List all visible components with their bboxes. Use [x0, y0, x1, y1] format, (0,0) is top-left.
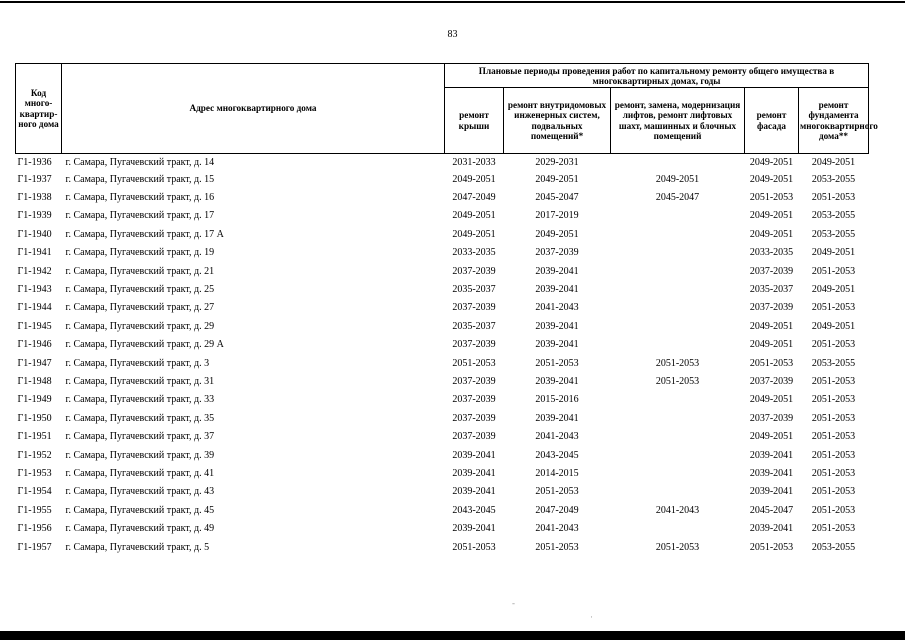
table-row	[16, 262, 869, 280]
cell-lifts	[611, 483, 745, 501]
cell-facade: 2037-2039	[749, 265, 794, 277]
cell-code: Г1-1938	[17, 192, 52, 204]
cell-lifts: 2049-2051	[655, 173, 700, 185]
cell-lifts	[611, 464, 745, 482]
cell-facade: 2045-2047	[749, 504, 794, 516]
cell-roof: 2049-2051	[452, 228, 496, 240]
cell-code: Г1-1936	[17, 156, 52, 168]
cell-foundation: 2051-2053	[811, 523, 856, 535]
cell-facade: 2051-2053	[749, 541, 794, 553]
cell-address: г. Самара, Пугачевский тракт, д. 21	[65, 265, 215, 277]
table-row	[16, 317, 869, 335]
table-row	[16, 154, 869, 171]
cell-systems: 2017-2019	[535, 210, 579, 222]
cell-lifts	[611, 391, 745, 409]
table-row	[16, 170, 869, 188]
cell-roof: 2043-2045	[452, 504, 496, 516]
cell-lifts	[611, 427, 745, 445]
cell-address: г. Самара, Пугачевский тракт, д. 17	[65, 210, 215, 222]
cell-foundation: 2053-2055	[811, 228, 856, 240]
cell-address: г. Самара, Пугачевский тракт, д. 3	[65, 357, 210, 369]
cell-facade: 2037-2039	[749, 412, 794, 424]
table-row	[16, 519, 869, 537]
cell-foundation: 2049-2051	[811, 247, 856, 259]
cell-code: Г1-1947	[17, 357, 52, 369]
table-row	[16, 446, 869, 464]
header-roof: ремонт крыши	[445, 88, 504, 154]
cell-roof: 2049-2051	[452, 173, 496, 185]
table-row	[16, 188, 869, 206]
cell-lifts: 2051-2053	[655, 541, 700, 553]
cell-facade: 2039-2041	[749, 523, 794, 535]
cell-systems: 2045-2047	[535, 192, 579, 204]
cell-lifts	[611, 154, 745, 171]
cell-systems: 2051-2053	[535, 357, 579, 369]
cell-foundation: 2049-2051	[811, 156, 856, 168]
cell-systems: 2039-2041	[535, 320, 579, 332]
cell-facade: 2049-2051	[749, 173, 794, 185]
cell-facade: 2049-2051	[749, 228, 794, 240]
cell-address: г. Самара, Пугачевский тракт, д. 33	[65, 394, 215, 406]
cell-address: г. Самара, Пугачевский тракт, д. 37	[65, 431, 215, 443]
table-row	[16, 207, 869, 225]
cell-code: Г1-1940	[17, 228, 52, 240]
cell-systems: 2014-2015	[535, 467, 579, 479]
table-row	[16, 391, 869, 409]
cell-roof: 2037-2039	[452, 375, 496, 387]
cell-foundation: 2051-2053	[811, 302, 856, 314]
cell-roof: 2033-2035	[452, 247, 496, 259]
table-row	[16, 427, 869, 445]
cell-address: г. Самара, Пугачевский тракт, д. 39	[65, 449, 215, 461]
cell-foundation: 2051-2053	[811, 431, 856, 443]
table-body	[16, 154, 869, 557]
cell-code: Г1-1955	[17, 504, 52, 516]
table-row	[16, 299, 869, 317]
cell-code: Г1-1952	[17, 449, 52, 461]
cell-address: г. Самара, Пугачевский тракт, д. 29 А	[65, 339, 224, 351]
cell-address: г. Самара, Пугачевский тракт, д. 35	[65, 412, 215, 424]
header-facade: ремонт фасада	[745, 88, 799, 154]
cell-lifts	[611, 446, 745, 464]
scan-artifact: ·	[590, 612, 593, 622]
cell-roof: 2037-2039	[452, 339, 496, 351]
cell-code: Г1-1941	[17, 247, 52, 259]
cell-lifts: 2045-2047	[655, 192, 700, 204]
cell-address: г. Самара, Пугачевский тракт, д. 27	[65, 302, 215, 314]
cell-address: г. Самара, Пугачевский тракт, д. 19	[65, 247, 215, 259]
cell-foundation: 2051-2053	[811, 449, 856, 461]
table-row	[16, 354, 869, 372]
cell-address: г. Самара, Пугачевский тракт, д. 43	[65, 486, 215, 498]
cell-systems: 2043-2045	[535, 449, 579, 461]
cell-code: Г1-1949	[17, 394, 52, 406]
cell-roof: 2049-2051	[452, 210, 496, 222]
cell-foundation: 2051-2053	[811, 339, 856, 351]
cell-lifts	[611, 336, 745, 354]
cell-systems: 2049-2051	[535, 173, 579, 185]
scan-artifact: ‐	[512, 598, 515, 608]
cell-roof: 2039-2041	[452, 486, 496, 498]
cell-lifts	[611, 317, 745, 335]
cell-address: г. Самара, Пугачевский тракт, д. 15	[65, 173, 215, 185]
cell-lifts: 2051-2053	[655, 375, 700, 387]
table-row	[16, 409, 869, 427]
cell-systems: 2051-2053	[535, 541, 579, 553]
cell-code: Г1-1945	[17, 320, 52, 332]
cell-foundation: 2053-2055	[811, 173, 856, 185]
cell-foundation: 2053-2055	[811, 541, 856, 553]
cell-code: Г1-1953	[17, 467, 52, 479]
cell-systems: 2029-2031	[535, 156, 579, 168]
cell-roof: 2039-2041	[452, 523, 496, 535]
cell-foundation: 2051-2053	[811, 192, 856, 204]
table-row	[16, 483, 869, 501]
cell-code: Г1-1954	[17, 486, 52, 498]
cell-roof: 2037-2039	[452, 302, 496, 314]
cell-foundation: 2051-2053	[811, 412, 856, 424]
table-row	[16, 501, 869, 519]
cell-code: Г1-1951	[17, 431, 52, 443]
cell-code: Г1-1950	[17, 412, 52, 424]
cell-systems: 2039-2041	[535, 284, 579, 296]
cell-address: г. Самара, Пугачевский тракт, д. 49	[65, 523, 215, 535]
cell-code: Г1-1944	[17, 302, 52, 314]
table-row	[16, 372, 869, 390]
cell-code: Г1-1946	[17, 339, 52, 351]
top-border-line	[0, 1, 905, 3]
header-systems: ремонт внутридомовых инженерных систем, подвальных помещений*	[504, 88, 611, 154]
cell-systems: 2039-2041	[535, 375, 579, 387]
cell-systems: 2041-2043	[535, 523, 579, 535]
cell-lifts	[611, 409, 745, 427]
cell-facade: 2035-2037	[749, 284, 794, 296]
cell-facade: 2049-2051	[749, 339, 794, 351]
cell-lifts	[611, 244, 745, 262]
table-row	[16, 464, 869, 482]
capital-repair-table	[15, 63, 878, 556]
cell-code: Г1-1948	[17, 375, 52, 387]
cell-lifts: 2051-2053	[655, 357, 700, 369]
cell-facade: 2039-2041	[749, 467, 794, 479]
cell-facade: 2037-2039	[749, 375, 794, 387]
cell-lifts	[611, 519, 745, 537]
cell-roof: 2037-2039	[452, 265, 496, 277]
cell-code: Г1-1937	[17, 173, 52, 185]
header-planned-periods: Плановые периоды проведения работ по капитальному ремонту общего имущества в многоквартирных домах, годы	[445, 64, 869, 88]
cell-facade: 2049-2051	[749, 320, 794, 332]
header-lifts: ремонт, замена, модернизация лифтов, ремонт лифтовых шахт, машинных и блочных помещений	[611, 88, 745, 154]
cell-facade: 2051-2053	[749, 192, 794, 204]
cell-roof: 2039-2041	[452, 467, 496, 479]
cell-address: г. Самара, Пугачевский тракт, д. 41	[65, 467, 215, 479]
cell-address: г. Самара, Пугачевский тракт, д. 16	[65, 192, 215, 204]
cell-facade: 2033-2035	[749, 247, 794, 259]
cell-systems: 2041-2043	[535, 302, 579, 314]
cell-facade: 2049-2051	[749, 394, 794, 406]
cell-facade: 2049-2051	[749, 210, 794, 222]
header-code: Код много-квартир-ного дома	[16, 64, 62, 154]
cell-roof: 2047-2049	[452, 192, 496, 204]
cell-roof: 2051-2053	[452, 357, 496, 369]
cell-foundation: 2051-2053	[811, 486, 856, 498]
cell-facade: 2039-2041	[749, 486, 794, 498]
cell-foundation: 2051-2053	[811, 394, 856, 406]
cell-lifts	[611, 280, 745, 298]
cell-systems: 2037-2039	[535, 247, 579, 259]
cell-code: Г1-1956	[17, 523, 52, 535]
cell-code: Г1-1939	[17, 210, 52, 222]
cell-facade: 2049-2051	[749, 156, 794, 168]
cell-address: г. Самара, Пугачевский тракт, д. 5	[65, 541, 210, 553]
cell-facade: 2051-2053	[749, 357, 794, 369]
page-number: 83	[447, 29, 458, 40]
cell-systems: 2039-2041	[535, 339, 579, 351]
cell-roof: 2039-2041	[452, 449, 496, 461]
cell-roof: 2031-2033	[452, 156, 496, 168]
cell-systems: 2049-2051	[535, 228, 579, 240]
cell-foundation: 2053-2055	[811, 210, 856, 222]
table-row	[16, 336, 869, 354]
header-foundation: ремонт фундамента многоквартирного дома**	[799, 88, 869, 154]
cell-address: г. Самара, Пугачевский тракт, д. 29	[65, 320, 215, 332]
cell-roof: 2051-2053	[452, 541, 496, 553]
table-row	[16, 225, 869, 243]
cell-systems: 2015-2016	[535, 394, 579, 406]
cell-lifts: 2041-2043	[655, 504, 700, 516]
cell-address: г. Самара, Пугачевский тракт, д. 14	[65, 156, 215, 168]
cell-systems: 2047-2049	[535, 504, 579, 516]
cell-address: г. Самара, Пугачевский тракт, д. 31	[65, 375, 215, 387]
cell-facade: 2037-2039	[749, 302, 794, 314]
cell-systems: 2051-2053	[535, 486, 579, 498]
cell-foundation: 2049-2051	[811, 284, 856, 296]
table-row	[16, 244, 869, 262]
cell-address: г. Самара, Пугачевский тракт, д. 17 А	[65, 228, 224, 240]
cell-foundation: 2053-2055	[811, 357, 856, 369]
cell-address: г. Самара, Пугачевский тракт, д. 45	[65, 504, 215, 516]
cell-foundation: 2049-2051	[811, 320, 856, 332]
cell-lifts	[611, 207, 745, 225]
cell-foundation: 2051-2053	[811, 375, 856, 387]
cell-facade: 2039-2041	[749, 449, 794, 461]
cell-foundation: 2051-2053	[811, 467, 856, 479]
table-row	[16, 280, 869, 298]
cell-foundation: 2051-2053	[811, 504, 856, 516]
cell-systems: 2039-2041	[535, 265, 579, 277]
cell-systems: 2041-2043	[535, 431, 579, 443]
cell-roof: 2035-2037	[452, 284, 496, 296]
header-address: Адрес многоквартирного дома	[62, 64, 445, 154]
cell-roof: 2035-2037	[452, 320, 496, 332]
table-row	[16, 538, 869, 556]
cell-systems: 2039-2041	[535, 412, 579, 424]
cell-lifts	[611, 225, 745, 243]
cell-lifts	[611, 262, 745, 280]
cell-facade: 2049-2051	[749, 431, 794, 443]
bottom-border-band	[0, 631, 905, 640]
cell-roof: 2037-2039	[452, 431, 496, 443]
cell-address: г. Самара, Пугачевский тракт, д. 25	[65, 284, 215, 296]
cell-foundation: 2051-2053	[811, 265, 856, 277]
cell-code: Г1-1943	[17, 284, 52, 296]
cell-lifts	[611, 299, 745, 317]
cell-code: Г1-1957	[17, 541, 52, 553]
cell-code: Г1-1942	[17, 265, 52, 277]
cell-roof: 2037-2039	[452, 394, 496, 406]
cell-roof: 2037-2039	[452, 412, 496, 424]
